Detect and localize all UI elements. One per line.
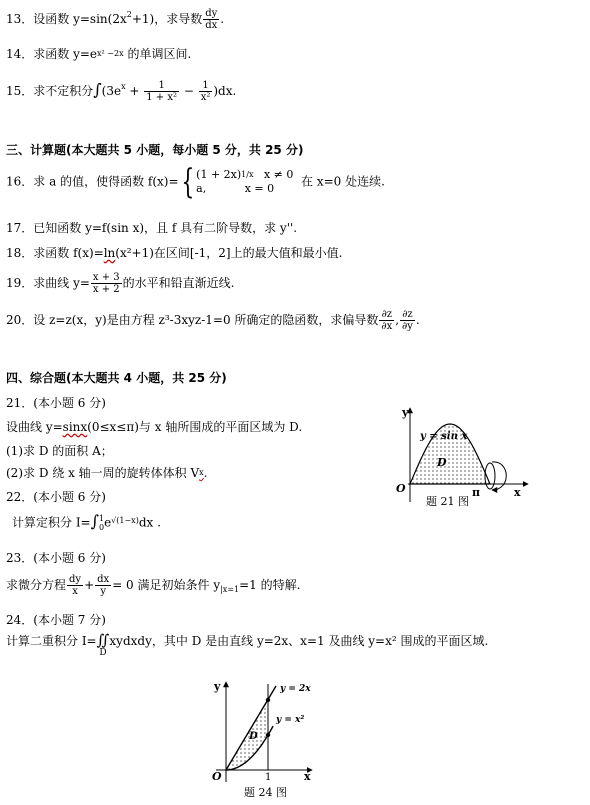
- fig24-y-label: y: [214, 680, 221, 693]
- q22-end: dx .: [138, 515, 161, 530]
- q21-l3-sub: x: [199, 468, 204, 477]
- q16-end: 在 x=0 处连续.: [301, 174, 385, 189]
- q20-f1-num: ∂z: [379, 309, 394, 321]
- q13-text: 设函数 y=sin(2x: [33, 12, 127, 26]
- question-16: [6, 162, 385, 202]
- q16-cond1: x ≠ 0: [263, 168, 294, 181]
- q15-fraction-2: [199, 80, 213, 103]
- fig21-y-label: y: [402, 406, 409, 419]
- q24-text: 计算二重积分 I=: [6, 634, 97, 648]
- q23-text-2: = 0 满足初始条件 y: [112, 578, 221, 592]
- q13-frac-num: dy: [205, 8, 218, 19]
- figure-24: [200, 676, 320, 801]
- question-15: 15．求不定积分$\int(3e^x$ + $\frac{1}{\text{1 + x²}}$ − $\frac{1}{\text{x²}}$ )dx.: [6, 80, 237, 103]
- question-20: [6, 309, 420, 332]
- q23-f1-num: dy: [69, 574, 82, 585]
- q15-text: 求不定积分: [33, 84, 94, 98]
- q22-lower: 0: [98, 523, 105, 532]
- question-17: 17．已知函数 y=f(sin x)，且 f 具有二阶导数，求 y''.: [6, 221, 298, 235]
- q16-text: 求 a 的值，使得函数 f(x)=: [33, 174, 179, 189]
- section-4-heading: 四、综合题(本大题共 4 小题，共 25 分): [6, 371, 227, 385]
- q13-text-2: +1)，求导数: [131, 12, 203, 26]
- section-3-heading: 三、计算题(本大题共 5 小题，每小题 5 分，共 25 分): [6, 143, 304, 157]
- q16-brace: {: [180, 162, 194, 202]
- question-13: [6, 8, 224, 31]
- q23-text: 求微分方程: [6, 578, 67, 592]
- q18-text: 18．求函数 f(x)=: [6, 246, 104, 260]
- fig21-caption: 题 21 图: [426, 495, 469, 508]
- q16-piecewise: [196, 168, 293, 196]
- q20-fraction-1: [379, 309, 394, 332]
- figure-21-svg: [388, 402, 538, 510]
- q20-sep: ,: [395, 313, 400, 327]
- q20-f2-num: ∂z: [400, 309, 415, 321]
- q14-number: 14．: [6, 47, 34, 61]
- q24-head: 24．(本小题 7 分): [6, 613, 106, 627]
- fig24-line-label: y = 2x: [280, 684, 311, 694]
- question-18: [6, 246, 342, 260]
- fig21-pi-label: π: [472, 486, 481, 499]
- q24-text-2: ，其中 D 是由直线 y=2x、x=1 及曲线 y=x² 围成的平面区域.: [151, 634, 489, 648]
- q14-end: 的单调区间.: [127, 47, 192, 61]
- q23-text-3: =1 的特解.: [239, 578, 301, 592]
- question-14: [6, 47, 191, 61]
- q23-body: [6, 574, 300, 597]
- q21-line-2: (1)求 D 的面积 A；: [6, 444, 113, 458]
- q21-line-3: [6, 466, 207, 480]
- q21-l3-end: .: [203, 466, 208, 480]
- q21-l3-text: (2)求 D 绕 x 轴一周的旋转体体积 V: [6, 466, 200, 480]
- fig21-x-label: x: [514, 486, 521, 499]
- q24-body: [6, 631, 489, 660]
- q13-fraction: [203, 8, 219, 31]
- q24-integrand: xydxdy: [109, 634, 152, 648]
- fig24-region-label: D: [249, 731, 258, 742]
- q15-f1-num: 1: [144, 80, 179, 92]
- q23-plus: +: [84, 578, 95, 592]
- fig24-caption: 题 24 图: [244, 786, 287, 799]
- q23-f1-den: x: [72, 586, 78, 597]
- fig24-point-1: [266, 698, 270, 702]
- fig24-origin-label: O: [212, 770, 222, 783]
- q22-integral-sign: ∫: [90, 511, 99, 531]
- q21-l1-text-2: (0≤x≤π)与 x 轴所围成的平面区域为 D.: [87, 420, 303, 434]
- q15-end: )dx.: [213, 84, 237, 98]
- q19-frac-num: x + 3: [92, 272, 120, 283]
- q23-f2-num: dx: [97, 574, 110, 585]
- q15-sup: x: [121, 82, 126, 91]
- q15-f2-den: x²: [200, 92, 211, 103]
- q23-cond: |x=1: [220, 585, 240, 594]
- q13-end: .: [220, 12, 225, 26]
- figure-21: [388, 402, 538, 510]
- figure-24-svg: [200, 676, 320, 801]
- q16-row2: a,: [196, 182, 207, 195]
- q16-number: 16．: [6, 174, 34, 189]
- fig24-curve-label: y = x²: [276, 715, 305, 725]
- fig21-rotation-arrow: [492, 462, 506, 490]
- q23-fraction-2: [95, 574, 111, 597]
- q19-text: 19．求曲线 y=: [6, 276, 90, 290]
- q20-text: 20．设 z=z(x，y)是由方程 z³-3xyz-1=0 所确定的隐函数，求偏导数: [6, 313, 379, 327]
- q21-sinx: sinx: [62, 420, 88, 434]
- q15-f1-den: 1 + x²: [146, 92, 178, 103]
- q15-plus: +: [125, 84, 144, 98]
- q15-f2-num: 1: [199, 80, 213, 92]
- q21-l1-text: 设曲线 y=: [6, 420, 63, 434]
- q13-number: 13．: [6, 12, 34, 26]
- q15-term-a: (3e: [101, 84, 122, 98]
- q23-f2-den: y: [100, 586, 106, 597]
- q20-f2-den: ∂y: [402, 321, 413, 332]
- q23-head: 23．(本小题 6 分): [6, 551, 106, 565]
- q20-end: .: [415, 313, 420, 327]
- q20-f1-den: ∂x: [381, 321, 393, 332]
- q22-body: [12, 511, 161, 532]
- q18-ln: ln: [103, 246, 116, 260]
- fig24-one-label: 1: [265, 772, 272, 783]
- q19-fraction: [91, 272, 122, 295]
- q19-frac-den: x + 2: [92, 284, 120, 295]
- q13-sup: 2: [126, 10, 132, 19]
- q24-domain-label: D: [99, 648, 107, 658]
- question-19: [6, 272, 235, 295]
- fig21-region-label: D: [437, 456, 447, 469]
- q16-row1: (1 + 2x): [196, 168, 242, 181]
- q20-fraction-2: [400, 309, 415, 332]
- q19-end: 的水平和铅直渐近线.: [122, 276, 235, 290]
- fig24-x-label: x: [304, 770, 311, 783]
- q21-head: 21．(本小题 6 分): [6, 396, 106, 410]
- q15-fraction-1: [144, 80, 179, 103]
- q14-text: 求函数 y=e: [33, 47, 98, 61]
- q15-minus: −: [180, 84, 198, 98]
- q22-upper: 1: [98, 514, 105, 523]
- q22-text: 计算定积分 I=: [12, 515, 91, 530]
- q24-integral-sign: ∬: [96, 631, 110, 649]
- fig24-point-2: [266, 733, 270, 737]
- q22-e: e: [104, 515, 112, 530]
- q16-cond2: x = 0: [244, 182, 275, 195]
- q13-frac-den: dx: [205, 20, 218, 31]
- q22-head: 22．(本小题 6 分): [6, 490, 106, 504]
- fig21-curve-label: y = sin x: [420, 431, 468, 442]
- q14-sup: x² −2x: [97, 49, 124, 58]
- q18-text-2: (x²+1)在区间[-1，2]上的最大值和最小值.: [115, 246, 343, 260]
- fig21-origin-label: O: [396, 482, 406, 495]
- q21-line-1: [6, 420, 302, 434]
- q15-number: 15．: [6, 84, 34, 98]
- q16-row1-sup: 1/x: [241, 170, 254, 179]
- q23-fraction-1: [67, 574, 83, 597]
- q22-exp: √(1−x): [111, 516, 139, 525]
